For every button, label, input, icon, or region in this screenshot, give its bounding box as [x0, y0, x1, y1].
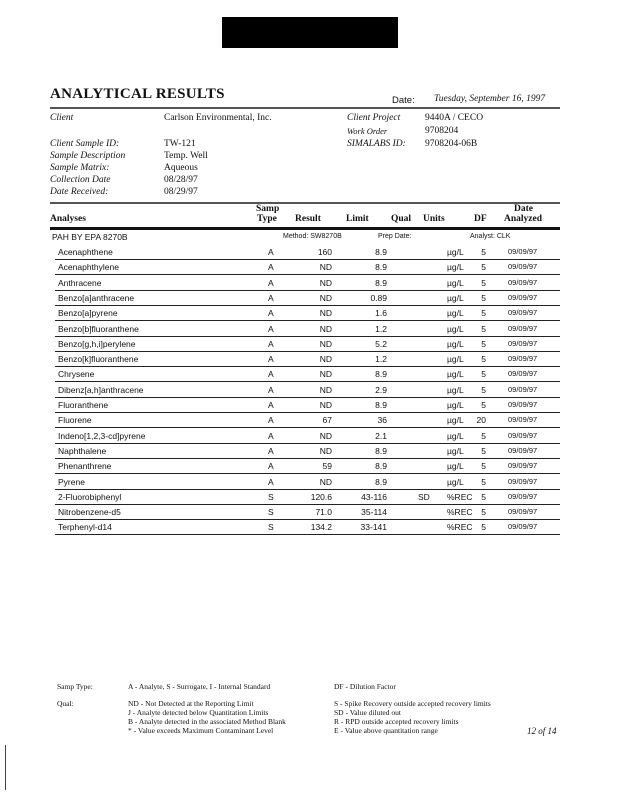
- limit: 8.9: [375, 369, 387, 380]
- table-row: [55, 382, 560, 398]
- analyte-name: Nitrobenzene-d5: [58, 507, 121, 518]
- table-row: [55, 458, 560, 474]
- units: µg/L: [447, 247, 464, 257]
- header-df: DF: [474, 214, 487, 224]
- client-value: Carlson Environmental, Inc.: [164, 113, 272, 123]
- samp-type: A: [268, 323, 274, 334]
- result: ND: [319, 384, 332, 395]
- limit: 1.2: [375, 354, 387, 365]
- limit: 5.2: [375, 338, 387, 349]
- samp-type: A: [268, 476, 274, 487]
- dilution-factor: 5: [481, 445, 486, 456]
- dilution-factor: 5: [481, 491, 486, 502]
- units: µg/L: [447, 277, 464, 288]
- qual-legend-star: * - Value exceeds Maximum Contaminant Level: [128, 726, 274, 735]
- date-analyzed: 09/09/97: [508, 400, 538, 409]
- qual-legend-e: E - Value above quantitation range: [334, 726, 438, 735]
- header-date: Date: [514, 204, 533, 214]
- dilution-factor: 20: [476, 415, 486, 426]
- table-row: [55, 397, 560, 413]
- analyte-name: Chrysene: [58, 369, 95, 380]
- table-row: [55, 489, 560, 505]
- units: µg/L: [447, 292, 464, 303]
- dilution-factor: 5: [481, 430, 486, 441]
- samp-type: A: [268, 369, 274, 380]
- client-sample-id-value: TW-121: [164, 139, 196, 149]
- date-label: Date:: [392, 95, 415, 106]
- sample-matrix-value: Aqueous: [164, 163, 198, 173]
- client-sample-id-label: Client Sample ID:: [50, 139, 120, 149]
- units: µg/L: [447, 445, 464, 456]
- date-analyzed: 09/09/97: [508, 491, 538, 501]
- limit: 36: [377, 415, 387, 426]
- qual-label: Qual:: [57, 699, 74, 708]
- section-prep-date: Prep Date:: [378, 233, 412, 240]
- table-row: [55, 366, 560, 382]
- date-analyzed: 09/09/97: [508, 369, 538, 379]
- result: ND: [319, 400, 332, 410]
- units: µg/L: [447, 430, 464, 441]
- analyte-name: Pyrene: [58, 476, 85, 487]
- table-row: [55, 428, 560, 444]
- dilution-factor: 5: [481, 262, 486, 273]
- analyte-name: Dibenz[a,h]anthracene: [58, 384, 144, 395]
- samp-type: A: [268, 262, 274, 273]
- result: ND: [319, 277, 332, 288]
- analyte-name: Phenanthrene: [58, 461, 112, 472]
- analyte-name: Benzo[g,h,i]perylene: [58, 338, 136, 349]
- qual: SD: [418, 491, 430, 502]
- qual-legend-b: B - Analyte detected in the associated Method Blank: [128, 717, 286, 726]
- table-row: [55, 412, 560, 428]
- result: 134.2: [310, 522, 332, 533]
- dilution-factor: 5: [481, 308, 486, 319]
- header-limit: Limit: [346, 214, 369, 224]
- date-analyzed: 09/09/97: [508, 445, 538, 455]
- sample-description-label: Sample Description: [50, 151, 126, 161]
- simalabs-id-value: 9708204-06B: [425, 139, 478, 149]
- samp-type: A: [268, 461, 274, 472]
- table-row: [55, 305, 560, 321]
- simalabs-id-label: SIMALABS ID:: [347, 139, 406, 149]
- result: ND: [319, 308, 332, 319]
- scan-edge-line: [5, 745, 6, 790]
- analyte-name: Indeno[1,2,3-cd]pyrene: [58, 430, 146, 441]
- client-project-label: Client Project: [347, 113, 401, 123]
- samp-type: A: [268, 338, 274, 349]
- limit: 8.9: [375, 461, 387, 472]
- qual-legend-r: R - RPD outside accepted recovery limits: [334, 717, 459, 726]
- dilution-factor: 5: [481, 507, 486, 518]
- result: ND: [319, 262, 332, 273]
- result: 160: [317, 247, 332, 257]
- units: µg/L: [447, 354, 464, 365]
- units: %REC: [447, 522, 473, 533]
- table-row: [55, 321, 560, 337]
- divider: [50, 107, 560, 109]
- date-analyzed: 09/09/97: [508, 430, 538, 440]
- dilution-factor: 5: [481, 384, 486, 395]
- result: ND: [319, 476, 332, 487]
- table-row: [55, 259, 560, 275]
- page-title: ANALYTICAL RESULTS: [50, 86, 225, 102]
- units: µg/L: [447, 400, 464, 410]
- date-analyzed: 09/09/97: [508, 384, 538, 394]
- collection-date-value: 08/28/97: [164, 175, 198, 185]
- header-qual: Qual: [391, 214, 412, 224]
- result: 71.0: [315, 507, 332, 518]
- samp-type: A: [268, 400, 274, 410]
- table-row: [55, 504, 560, 520]
- table-row: [55, 336, 560, 352]
- result: ND: [319, 338, 332, 349]
- date-analyzed: 09/09/97: [508, 354, 538, 364]
- result: ND: [319, 445, 332, 456]
- header-result: Result: [295, 214, 321, 224]
- samp-type-legend: A - Analyte, S - Surrogate, I - Internal Standard: [128, 682, 271, 691]
- analyte-name: Benzo[a]pyrene: [58, 308, 118, 319]
- limit: 8.9: [375, 262, 387, 273]
- table-row: [55, 275, 560, 291]
- dilution-factor: 5: [481, 292, 486, 303]
- analyte-name: Benzo[k]fluoranthene: [58, 354, 139, 365]
- limit: 35-114: [361, 507, 387, 518]
- dilution-factor: 5: [481, 323, 486, 334]
- qual-legend-nd: ND - Not Detected at the Reporting Limit: [128, 699, 254, 708]
- analyte-name: Terphenyl-d14: [58, 522, 112, 533]
- date-analyzed: 09/09/97: [508, 476, 538, 486]
- date-analyzed: 09/09/97: [508, 308, 538, 318]
- date-analyzed: 09/09/97: [508, 247, 538, 256]
- result: 59: [322, 461, 332, 472]
- dilution-factor: 5: [481, 476, 486, 487]
- samp-type: A: [268, 354, 274, 365]
- result: 67: [322, 415, 332, 426]
- table-row: [55, 474, 560, 490]
- units: µg/L: [447, 369, 464, 380]
- units: µg/L: [447, 308, 464, 319]
- dilution-factor: 5: [481, 400, 486, 410]
- dilution-factor: 5: [481, 461, 486, 472]
- redaction-box: [222, 17, 398, 48]
- date-received-value: 08/29/97: [164, 187, 198, 197]
- samp-type: S: [268, 522, 274, 533]
- limit: 8.9: [375, 476, 387, 487]
- date-analyzed: 09/09/97: [508, 292, 538, 302]
- date-analyzed: 09/09/97: [508, 323, 538, 333]
- units: µg/L: [447, 461, 464, 472]
- table-row: [55, 443, 560, 459]
- header-units: Units: [423, 214, 445, 224]
- result: ND: [319, 292, 332, 303]
- header-analyzed: Analyzed: [504, 214, 542, 224]
- samp-type-label: Samp Type:: [57, 682, 93, 691]
- units: µg/L: [447, 323, 464, 334]
- limit: 8.9: [375, 400, 387, 410]
- samp-type: S: [268, 491, 274, 502]
- analyte-name: Acenaphthene: [58, 247, 113, 257]
- work-order-value: 9708204: [425, 126, 459, 136]
- dilution-factor: 5: [481, 354, 486, 365]
- limit: 0.89: [370, 292, 387, 303]
- analyte-name: Fluoranthene: [58, 400, 109, 410]
- analyte-name: Naphthalene: [58, 445, 107, 456]
- qual-legend-j: J - Analyte detected below Quantitation Limits: [128, 708, 269, 717]
- result: ND: [319, 354, 332, 365]
- units: %REC: [447, 491, 473, 502]
- section-analyst: Analyst: CLK: [470, 233, 511, 240]
- collection-date-label: Collection Date: [50, 175, 111, 185]
- analyte-name: Benzo[b]fluoranthene: [58, 323, 139, 334]
- qual-legend-s: S - Spike Recovery outside accepted recovery limits: [334, 699, 491, 708]
- analyte-name: 2-Fluorobiphenyl: [58, 491, 122, 502]
- date-received-label: Date Received:: [50, 187, 109, 197]
- dilution-factor: 5: [481, 338, 486, 349]
- samp-type: A: [268, 247, 274, 257]
- work-order-label: Work Order: [347, 126, 388, 136]
- date-analyzed: 09/09/97: [508, 522, 538, 532]
- date-analyzed: 09/09/97: [508, 262, 538, 272]
- units: µg/L: [447, 476, 464, 487]
- samp-type: A: [268, 308, 274, 319]
- header-samp: Samp: [256, 204, 280, 214]
- limit: 43-116: [361, 491, 387, 502]
- limit: 1.2: [375, 323, 387, 334]
- result: 120.6: [310, 491, 332, 502]
- limit: 8.9: [375, 247, 387, 257]
- sample-description-value: Temp. Well: [164, 151, 208, 161]
- limit: 33-141: [360, 522, 387, 533]
- report-date: Tuesday, September 16, 1997: [434, 94, 546, 104]
- units: µg/L: [447, 262, 464, 273]
- limit: 2.9: [375, 384, 387, 395]
- samp-type: A: [268, 445, 274, 456]
- date-analyzed: 09/09/97: [508, 507, 538, 517]
- divider: [50, 202, 560, 204]
- date-analyzed: 09/09/97: [508, 415, 538, 425]
- samp-type: A: [268, 292, 274, 303]
- limit: 8.9: [375, 445, 387, 456]
- qual-legend-sd: SD - Value diluted out: [334, 708, 401, 717]
- limit: 8.9: [375, 277, 387, 288]
- date-analyzed: 09/09/97: [508, 277, 538, 287]
- date-analyzed: 09/09/97: [508, 338, 538, 348]
- samp-type: S: [268, 507, 274, 518]
- analyte-name: Acenaphthylene: [58, 262, 119, 273]
- header-type: Type: [257, 214, 277, 224]
- header-divider: [50, 227, 560, 230]
- header-analyses: Analyses: [50, 214, 86, 224]
- date-analyzed: 09/09/97: [508, 461, 538, 471]
- limit: 1.6: [375, 308, 387, 319]
- sample-matrix-label: Sample Matrix:: [50, 163, 110, 173]
- analyte-name: Benzo[a]anthracene: [58, 292, 135, 303]
- table-row: [55, 519, 560, 535]
- dilution-factor: 5: [481, 369, 486, 380]
- df-legend: DF - Dilution Factor: [334, 682, 396, 691]
- client-label: Client: [50, 113, 74, 123]
- table-row: [55, 244, 560, 260]
- units: %REC: [447, 507, 473, 518]
- section-method: Method: SW8270B: [283, 233, 342, 240]
- samp-type: A: [268, 277, 274, 288]
- result: ND: [319, 323, 332, 334]
- samp-type: A: [268, 415, 274, 426]
- dilution-factor: 5: [481, 277, 486, 288]
- table-row: [55, 351, 560, 367]
- analyte-name: Fluorene: [58, 415, 92, 426]
- page-number: 12 of 14: [527, 726, 557, 736]
- samp-type: A: [268, 430, 274, 441]
- dilution-factor: 5: [481, 247, 486, 257]
- units: µg/L: [447, 415, 464, 426]
- result: ND: [319, 430, 332, 441]
- result: ND: [319, 369, 332, 380]
- samp-type: A: [268, 384, 274, 395]
- units: µg/L: [447, 338, 464, 349]
- units: µg/L: [447, 384, 464, 395]
- dilution-factor: 5: [481, 522, 486, 533]
- table-row: [55, 290, 560, 306]
- analyte-name: Anthracene: [58, 277, 102, 288]
- section-name: PAH BY EPA 8270B: [52, 232, 128, 242]
- limit: 2.1: [375, 430, 387, 441]
- client-project-value: 9440A / CECO: [425, 113, 484, 123]
